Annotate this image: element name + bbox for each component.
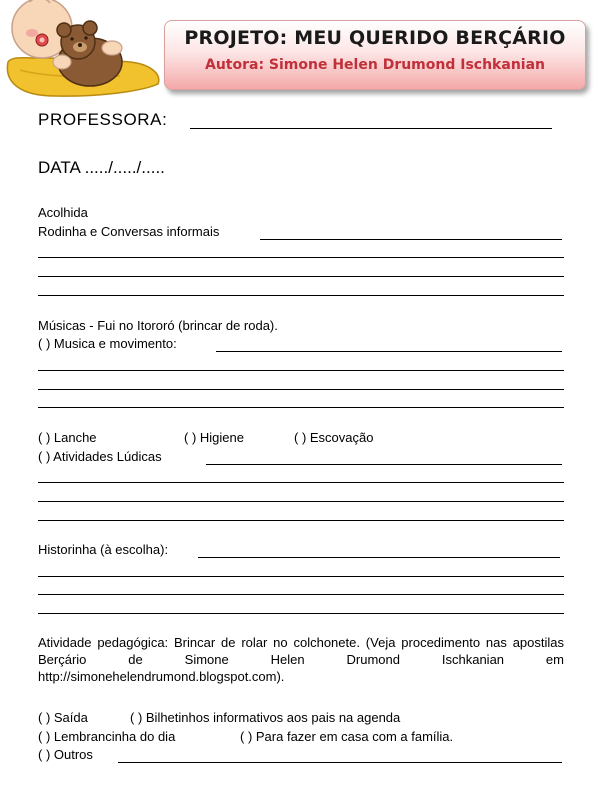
write-line[interactable] (38, 520, 564, 521)
rodinha-input-line[interactable] (260, 239, 562, 240)
write-line[interactable] (38, 482, 564, 483)
write-line[interactable] (38, 576, 564, 577)
lembrancinha-checkbox[interactable]: ( ) Lembrancinha do dia (38, 729, 176, 744)
date-field[interactable]: DATA ...../...../..... (38, 158, 165, 177)
write-line[interactable] (38, 613, 564, 614)
bilhetinhos-checkbox[interactable]: ( ) Bilhetinhos informativos aos pais na agenda (130, 710, 401, 725)
outros-input-line[interactable] (118, 762, 562, 763)
acolhida-label: Acolhida (38, 205, 88, 220)
saida-checkbox[interactable]: ( ) Saída (38, 710, 88, 725)
ludicas-input-line[interactable] (206, 464, 562, 465)
higiene-checkbox[interactable]: ( ) Higiene (184, 430, 244, 445)
baby-with-teddy-bear-icon (0, 0, 165, 100)
outros-checkbox[interactable]: ( ) Outros (38, 747, 93, 762)
historinha-label: Historinha (à escolha): (38, 542, 169, 557)
fazer-em-casa-checkbox[interactable]: ( ) Para fazer em casa com a família. (240, 729, 454, 744)
write-line[interactable] (38, 257, 564, 258)
write-line[interactable] (38, 370, 564, 371)
atividade-pedagogica-text: Atividade pedagógica: Brincar de rolar no colchonete. (Veja procedimento nas apostilas Berçário de Simone Helen Drumond Ischkanian em http://simonehelendrumond.blogspot.com). (38, 635, 564, 684)
page-title: PROJETO: MEU QUERIDO BERÇÁRIO (184, 27, 566, 49)
write-line[interactable] (38, 389, 564, 390)
write-line[interactable] (38, 276, 564, 277)
musicas-label: Músicas - Fui no Itororó (brincar de roda). (38, 318, 278, 333)
write-line[interactable] (38, 407, 564, 408)
author-subtitle: Autora: Simone Helen Drumond Ischkanian (204, 57, 545, 73)
musica-input-line[interactable] (216, 351, 562, 352)
rodinha-label: Rodinha e Conversas informais (38, 224, 220, 239)
lanche-checkbox[interactable]: ( ) Lanche (38, 430, 97, 445)
teacher-input-line[interactable] (190, 128, 552, 129)
write-line[interactable] (38, 295, 564, 296)
escovacao-checkbox[interactable]: ( ) Escovação (294, 430, 374, 445)
title-banner (164, 20, 586, 90)
musica-movimento-checkbox[interactable]: ( ) Musica e movimento: (38, 336, 177, 351)
write-line[interactable] (38, 501, 564, 502)
teacher-label: PROFESSORA: (38, 110, 168, 129)
write-line[interactable] (38, 594, 564, 595)
historinha-input-line[interactable] (198, 557, 560, 558)
atividades-ludicas-checkbox[interactable]: ( ) Atividades Lúdicas (38, 449, 162, 464)
